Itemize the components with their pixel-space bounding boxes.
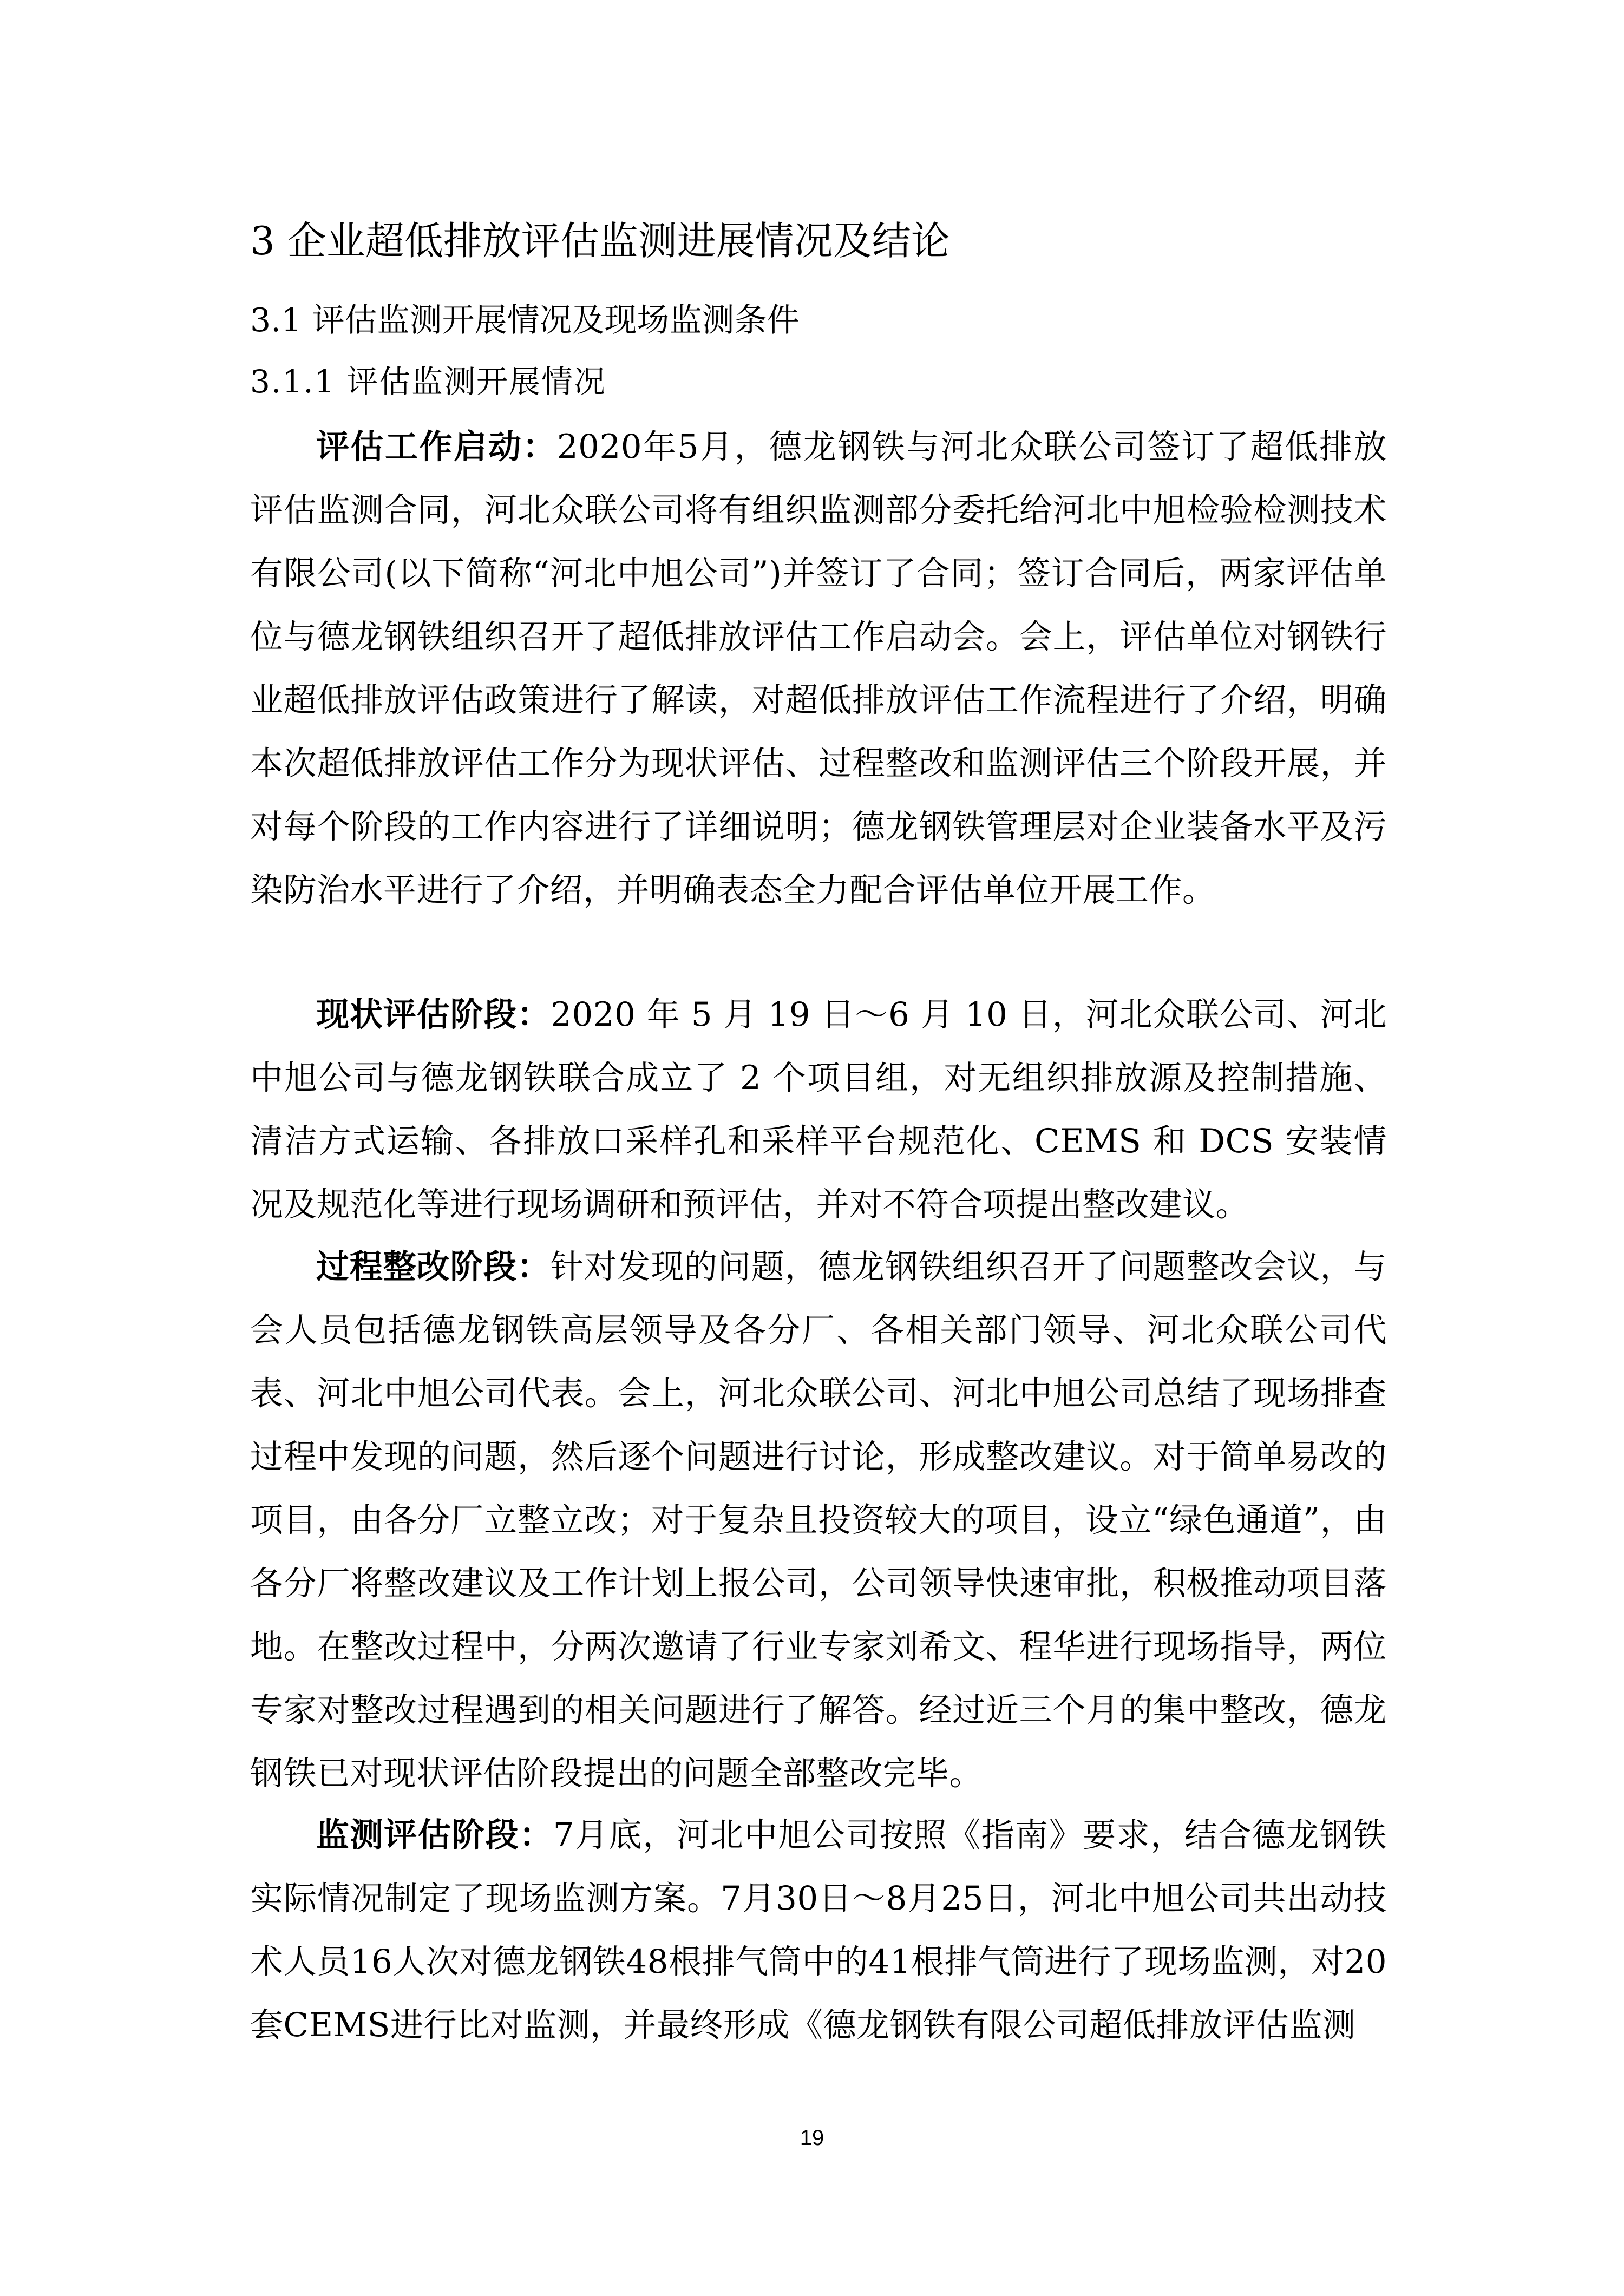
page-number: 19: [800, 2126, 824, 2150]
subsection-heading: 3.1 评估监测开展情况及现场监测条件: [250, 301, 800, 339]
paragraph-lead: 过程整改阶段：: [316, 1248, 551, 1286]
paragraph-status-assessment: [250, 983, 1387, 1236]
section-heading: 3 企业超低排放评估监测进展情况及结论: [250, 218, 950, 264]
paragraph-lead: 监测评估阶段：: [316, 1816, 553, 1854]
paragraph-rectification: [250, 1235, 1387, 1805]
paragraph-text: 7月底，河北中旭公司按照《指南》要求，结合德龙钢铁实际情况制定了现场监测方案。7月30日～8月25日，河北中旭公司共出动技术人员16人次对德龙钢铁48根排气筒中的41根排气筒进行了现场监测，对20套CEMS进行比对监测，并最终形成《德龙钢铁有限公司超低排放评估监测: [250, 1816, 1387, 2044]
paragraph-monitoring: [250, 1803, 1387, 2057]
paragraph-text: 2020 年 5 月 19 日～6 月 10 日，河北众联公司、河北中旭公司与德龙钢铁联合成立了 2 个项目组，对无组织排放源及控制措施、清洁方式运输、各排放口采样孔和采样平台规范化、CEMS 和 DCS 安装情况及规范化等进行现场调研和预评估，并对不符合项提出整改建议。: [250, 995, 1387, 1224]
paragraph-text: 2020年5月，德龙钢铁与河北众联公司签订了超低排放评估监测合同，河北众联公司将有组织监测部分委托给河北中旭检验检测技术有限公司(以下简称“河北中旭公司”)并签订了合同；签订合同后，两家评估单位与德龙钢铁组织召开了超低排放评估工作启动会。会上，评估单位对钢铁行业超低排放评估政策进行了解读，对超低排放评估工作流程进行了介绍，明确本次超低排放评估工作分为现状评估、过程整改和监测评估三个阶段开展，并对每个阶段的工作内容进行了详细说明；德龙钢铁管理层对企业装备水平及污染防治水平进行了介绍，并明确表态全力配合评估单位开展工作。: [250, 428, 1387, 909]
paragraph-lead: 现状评估阶段：: [316, 995, 551, 1034]
subsubsection-heading: 3.1.1 评估监测开展情况: [250, 363, 607, 400]
paragraph-text: 针对发现的问题，德龙钢铁组织召开了问题整改会议，与会人员包括德龙钢铁高层领导及各分厂、各相关部门领导、河北众联公司代表、河北中旭公司代表。会上，河北众联公司、河北中旭公司总结了现场排查过程中发现的问题，然后逐个问题进行讨论，形成整改建议。对于简单易改的项目，由各分厂立整立改；对于复杂且投资较大的项目，设立“绿色通道”，由各分厂将整改建议及工作计划上报公司，公司领导快速审批，积极推动项目落地。在整改过程中，分两次邀请了行业专家刘希文、程华进行现场指导，两位专家对整改过程遇到的相关问题进行了解答。经过近三个月的集中整改，德龙钢铁已对现状评估阶段提出的问题全部整改完毕。: [250, 1248, 1387, 1793]
paragraph-startup: [250, 415, 1387, 922]
paragraph-lead: 评估工作启动：: [316, 428, 557, 466]
